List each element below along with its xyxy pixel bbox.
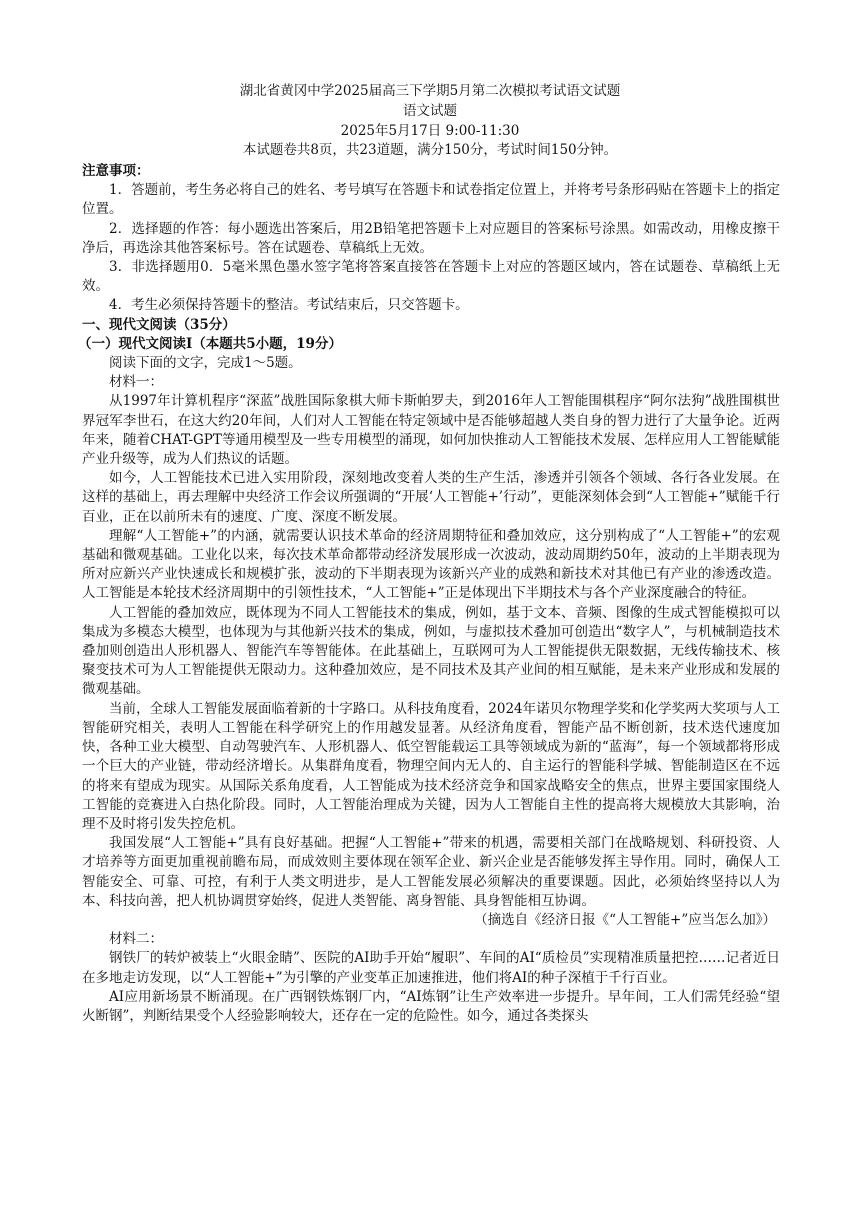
material1-label: 材料一： [109, 374, 163, 391]
section-subtitle: （一）现代文阅读Ⅰ（本题共5小题，19分） [77, 335, 342, 352]
material1-paragraph: 理解“人工智能+”的内涵，就需要认识技术革命的经济周期特征和叠加效应，这分别构成了“人工智能+”的宏观基础和微观基础。工业化以来，每次技术革命都带动经济发展形成一次波动，波动周期约50年，波动的上半期表现为所对应新兴产业快速成长和规模扩张，波动的下半期表现为该新兴产业的成熟和新技术对其他已有产业的渗透改造。人工智能是本轮技术经济周期中的引领性技术，“人工智能+”正是体现出下半期技术与各个产业深度融合的特征。 [82, 527, 780, 602]
exam-body [77, 162, 780, 1026]
section-title: 一、现代文阅读（35分） [82, 316, 236, 333]
material1-paragraph: 人工智能的叠加效应，既体现为不同人工智能技术的集成，例如，基于文本、音频、图像的生成式智能模拟可以集成为多模态大模型，也体现为与其他新兴技术的集成，例如，与虚拟技术叠加可创造出“数字人”，与机械制造技术叠加则创造出人形机器人、智能汽车等智能体。在此基础上，互联网可为人工智能提供无限数据，无线传输技术、核聚变技术可为人工智能提供无限动力。这种叠加效应，是不同技术及其产业间的相互赋能，是未来产业形成和发展的微观基础。 [82, 604, 780, 698]
notice-item: 4．考生必须保持答题卡的整洁。考试结束后，只交答题卡。 [109, 297, 469, 314]
material1-paragraph: 如今，人工智能技术已进入实用阶段，深刻地改变着人类的生产生活，渗透并引领各个领域、各行各业发展。在这样的基础上，再去理解中央经济工作会议所强调的“开展‘人工智能+’行动”，更能深刻体会到“人工智能+”赋能千行百业，正在以前所未有的速度、广度、深度不断发展。 [82, 470, 780, 525]
notice-item: 3．非选择题用0．5毫米黑色墨水签字笔将答案直接答在答题卡上对应的答题区域内，答在试题卷、草稿纸上无效。 [82, 259, 780, 295]
exam-datetime: 2025年5月17日 9:00-11:30 [340, 123, 520, 139]
section-instruction: 阅读下面的文字，完成1～5题。 [109, 355, 302, 372]
notice-item: 2．选择题的作答：每小题选出答案后，用2B铅笔把答题卡上对应题目的答案标号涂黑。如需改动，用橡皮擦干净后，再选涂其他答案标号。答在试题卷、草稿纸上无效。 [82, 220, 780, 256]
material2-paragraph: AI应用新场景不断涌现。在广西钢铁炼钢厂内，“AI炼钢”让生产效率进一步提升。早年间，工人们需凭经验“望火断钢”，判断结果受个人经验影响较大，还存在一定的危险性。如今，通过各类探头 [82, 988, 780, 1024]
material1-paragraph: 从1997年计算机程序“深蓝”战胜国际象棋大师卡斯帕罗夫，到2016年人工智能围棋程序“阿尔法狗”战胜围棋世界冠军李世石，在这大约20年间，人们对人工智能在特定领域中是否能够超越人类自身的智力进行了大量争论。近两年来，随着CHAT-GPT等通用模型及一些专用模型的涌现，如何加快推动人工智能技术发展、怎样应用人工智能赋能产业升级等，成为人们热议的话题。 [82, 393, 780, 468]
material2-paragraph: 钢铁厂的转炉被装上“火眼金睛”、医院的AI助手开始“履职”、车间的AI“质检员”实现精准质量把控……记者近日在多地走访发现，以“人工智能+”为引擎的产业变革正加速推进，他们将AI的种子深植于千行百业。 [82, 950, 780, 986]
notice-heading: 注意事项： [82, 163, 150, 179]
material1-paragraph: 当前，全球人工智能发展面临着新的十字路口。从科技角度看，2024年诺贝尔物理学奖和化学奖两大奖项与人工智能研究相关，表明人工智能在科学研究上的作用越发显著。从经济角度看，智能产品不断创新，技术迭代速度加快，各种工业大模型、自动驾驶汽车、人形机器人、低空智能载运工具等领域成为新的“蓝海”，每一个领域都将形成一个巨大的产业链，带动经济增长。从集群角度看，物理空间内无人的、自主运行的智能科学城、智能制造区在不远的将来有望成为现实。从国际关系角度看，人工智能成为技术经济竞争和国家战略安全的焦点，世界主要国家围绕人工智能的竞赛进入白热化阶段。同时，人工智能治理成为关键，因为人工智能自主性的提高将大规模放大其影响，治理不及时将引发失控危机。 [82, 700, 780, 832]
notice-item: 1．答题前，考生务必将自己的姓名、考号填写在答题卡和试卷指定位置上，并将考号条形码贴在答题卡上的指定位置。 [82, 182, 780, 218]
exam-info: 本试题卷共8页，共23道题，满分150分，考试时间150分钟。 [242, 142, 618, 158]
exam-title: 湖北省黄冈中学2025届高三下学期5月第二次模拟考试语文试题 [239, 83, 621, 99]
material1-citation: （摘选自《经济日报《“人工智能+”应当怎么加》） [474, 911, 776, 928]
material2-label: 材料二： [109, 931, 163, 948]
material1-paragraph: 我国发展“人工智能+”具有良好基础。把握“人工智能+”带来的机遇，需要相关部门在战略规划、科研投资、人才培养等方面更加重视前瞻布局，而成效则主要体现在领军企业、新兴企业是否能够发挥主导作用。同时，确保人工智能安全、可靠、可控，有利于人类文明进步，是人工智能发展必须解决的重要课题。因此，必须始终坚持以人为本、科技向善，把人机协调贯穿始终，促进人类智能、离身智能、具身智能相互协调。 [82, 835, 780, 909]
exam-subtitle: 语文试题 [403, 103, 457, 119]
